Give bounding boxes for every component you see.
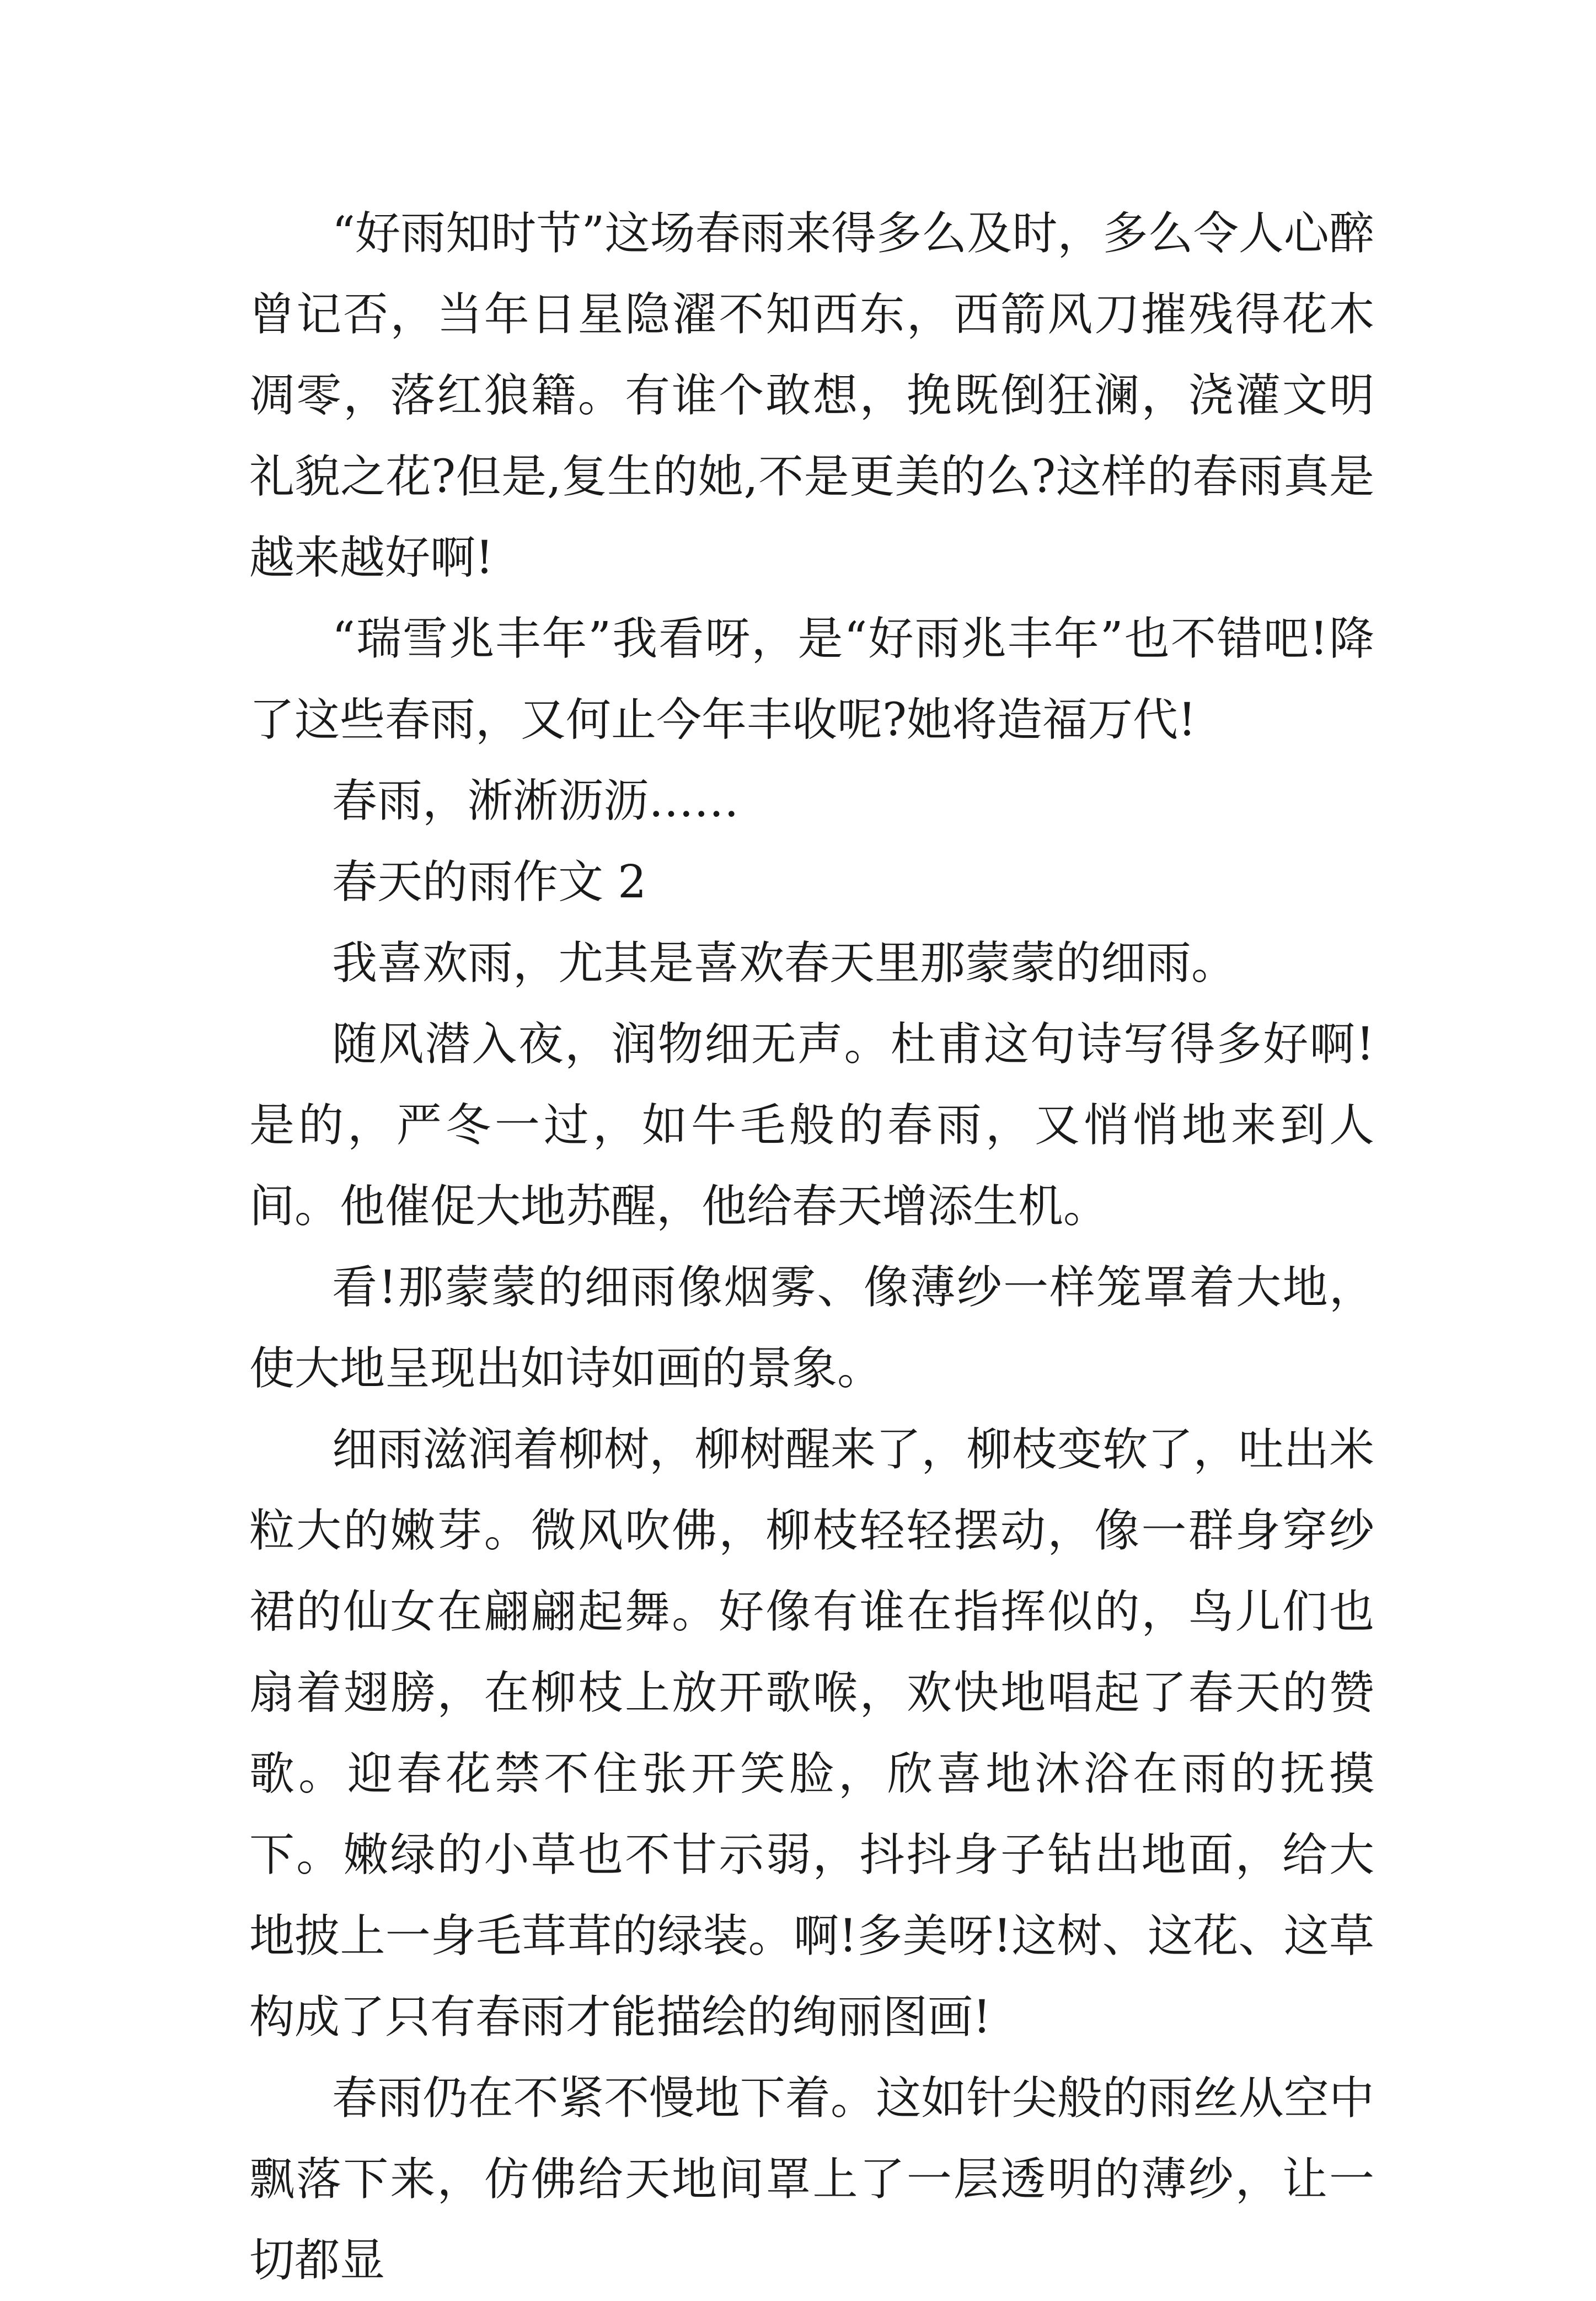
section-heading: 春天的雨作文 2 [332, 856, 647, 908]
paragraph-1: “好雨知时节”这场春雨来得多么及时，多么令人心醉曾记否，当年日星隐濯不知西东，西箭风刀摧残得花木凋零，落红狼籍。有谁个敢想，挽既倒狂澜，浇灌文明礼貌之花?但是,复生的她,不是更美的么?这样的春雨真是越来越好啊! [249, 207, 1374, 584]
paragraph-7: 细雨滋润着柳树，柳树醒来了，柳枝变软了，吐出米粒大的嫩芽。微风吹佛，柳枝轻轻摆动，像一群身穿纱裙的仙女在翩翩起舞。好像有谁在指挥似的，鸟儿们也扇着翅膀，在柳枝上放开歌喉，欢快地唱起了春天的赞歌。迎春花禁不住张开笑脸，欣喜地沐浴在雨的抚摸下。嫩绿的小草也不甘示弱，抖抖身子钻出地面，给大地披上一身毛茸茸的绿装。啊!多美呀!这树、这花、这草构成了只有春雨才能描绘的绚丽图画! [249, 1424, 1374, 2043]
paragraph-3: 春雨，淅淅沥沥…… [332, 775, 740, 827]
paragraph-2: “瑞雪兆丰年”我看呀，是“好雨兆丰年”也不错吧!降了这些春雨，又何止今年丰收呢?她将造福万代! [249, 613, 1374, 746]
paragraph-6: 看!那蒙蒙的细雨像烟雾、像薄纱一样笼罩着大地，使大地呈现出如诗如画的景象。 [249, 1261, 1374, 1395]
article-body [249, 193, 1374, 2301]
paragraph-8: 春雨仍在不紧不慢地下着。这如针尖般的雨丝从空中飘落下来，仿佛给天地间罩上了一层透明的薄纱，让一切都显 [249, 2072, 1374, 2287]
paragraph-4: 我喜欢雨，尤其是喜欢春天里那蒙蒙的细雨。 [332, 937, 1237, 989]
paragraph-5: 随风潜入夜，润物细无声。杜甫这句诗写得多好啊!是的，严冬一过，如牛毛般的春雨，又悄悄地来到人间。他催促大地苏醒，他给春天增添生机。 [249, 1018, 1374, 1233]
